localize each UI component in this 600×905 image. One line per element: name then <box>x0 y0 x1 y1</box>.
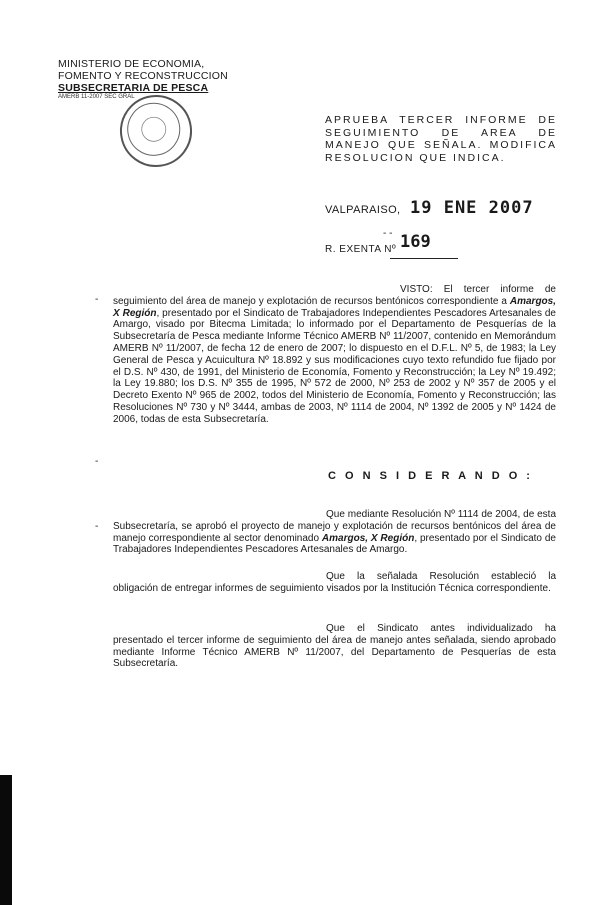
subsecretaria-line: SUBSECRETARIA DE PESCA <box>58 82 209 94</box>
visto-text-2: , presentado por el Sindicato de Trabajadores Independientes Pescadores Artesanales de Amargo, visado por Bitecma Limitada; lo informado por el Departamento de Pesquerías de la Subsecretaría de Pesca mediante Informe Técnico AMERB Nº 11/2007, contenido en Memorándum AMERB Nº 11/2007, de fecha 12 de enero de 2007; lo dispuesto en el D.F.L. Nº 5, de 1983; la Ley General de Pesca y Acuicultura Nº 18.892 y sus modificaciones cuyo texto refundido fue fijado por el D.S. Nº 430, de 1991, del Ministerio de Economía, Fomento y Reconstrucción; la Ley Nº 19.492; la Ley 19.880; los D.S. Nº 355 de 1995, Nº 572 de 2000, Nº 253 de 2002 y Nº 357 de 2005 y el Decreto Exento Nº 965 de 2002, todos del Ministerio de Economía, Fomento y Reconstrucción; las Resoluciones Nº 730 y Nº 3444, ambas de 2003, Nº 1114 de 2004, Nº 1392 de 2005 y Nº 1424 de 2006, todas de esta Subsecretaría. <box>113 307 556 425</box>
place-label: VALPARAISO, <box>325 204 401 216</box>
c1-text-b: , presentado por el Sindicato de Trabajadores Independientes Pescadores Artesanales de Amargo. <box>113 532 556 556</box>
margin-mark: - <box>95 521 99 532</box>
considerando-paragraph-3: Que el Sindicato antes individualizado ha presentado el tercer informe de seguimiento del área de manejo antes señalada, siendo aprobado mediante Informe Técnico AMERB Nº 11/2007, del Departamento de Pesquerías de esta Subsecretaría. <box>113 623 556 670</box>
visto-paragraph <box>113 284 556 426</box>
exenta-underline <box>390 258 458 259</box>
scan-edge-bar <box>0 775 12 905</box>
reference-line: AMERB 11-2007 SEC GRAL <box>58 94 135 100</box>
date-stamp: 19 ENE 2007 <box>410 198 534 218</box>
c1-place-bold: Amargos, X Región <box>321 532 415 544</box>
circular-seal-stamp <box>115 90 196 171</box>
visto-text-1: VISTO: El tercer informe de seguimiento del área de manejo y explotación de recursos bentónicos correspondiente a <box>113 284 556 307</box>
ministry-line-1: MINISTERIO DE ECONOMIA, <box>58 58 205 70</box>
considerando-paragraph-2: Que la señalada Resolución estableció la obligación de entregar informes de seguimiento visados por la Institución Técnica correspondiente. <box>113 571 556 594</box>
visto-place-bold: Amargos, X Región <box>113 295 556 319</box>
c1-text-a: Que mediante Resolución Nº 1114 de 2004, de esta Subsecretaría, se aprobó el proyecto de manejo y explotación de recursos bentónicos del área de manejo correspondiente al sector denominado <box>113 509 556 544</box>
considerando-paragraph-1 <box>113 509 556 556</box>
resolution-subject: APRUEBA TERCER INFORME DE SEGUIMIENTO DE AREA DE MANEJO QUE SEÑALA. MODIFICA RESOLUCION QUE INDICA. <box>325 114 557 164</box>
seal-ring-icon <box>115 91 192 168</box>
dash-mark: - - <box>383 228 393 239</box>
considerando-title: C O N S I D E R A N D O : <box>328 470 533 482</box>
letterhead <box>58 58 228 101</box>
margin-mark: - <box>95 294 99 305</box>
margin-mark: - <box>95 456 99 467</box>
exenta-number: 169 <box>400 232 431 252</box>
exenta-label: R. EXENTA Nº <box>325 244 397 255</box>
ministry-line-2: FOMENTO Y RECONSTRUCCION <box>58 70 228 82</box>
